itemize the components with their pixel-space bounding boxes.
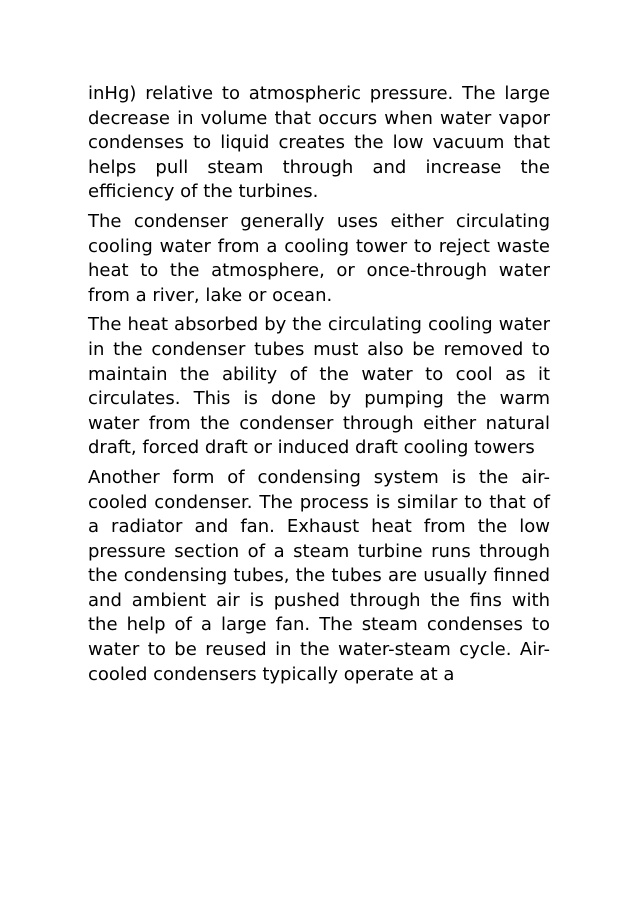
paragraph-cooling-towers: The heat absorbed by the circulating cooling water in the condenser tubes must also be removed to maintain the ability of the water to cool as it circulates. This is done by pumping the warm water from the condenser through either natural draft, forced draft or induced draft cooling towers [88, 314, 550, 459]
paragraph-cooling-water-source: The condenser generally uses either circulating cooling water from a cooling tower to reject waste heat to the atmosphere, or once-through water from a river, lake or ocean. [88, 210, 550, 306]
paragraph-air-cooled-condenser: Another form of condensing system is the air-cooled condenser. The process is similar to that of a radiator and fan. Exhaust heat from the low pressure section of a steam turbine runs through the condensing tubes, the tubes are usually finned and ambient air is pushed through the fins with the help of a large fan. The steam condenses to water to be reused in the water-steam cycle. Air-cooled condensers typically operate at a [88, 466, 550, 685]
document-page [88, 82, 550, 692]
paragraph-vacuum: inHg) relative to atmospheric pressure. The large decrease in volume that occurs when water vapor condenses to liquid creates the low vacuum that helps pull steam through and increase the efficiency of the turbines. [88, 83, 550, 203]
